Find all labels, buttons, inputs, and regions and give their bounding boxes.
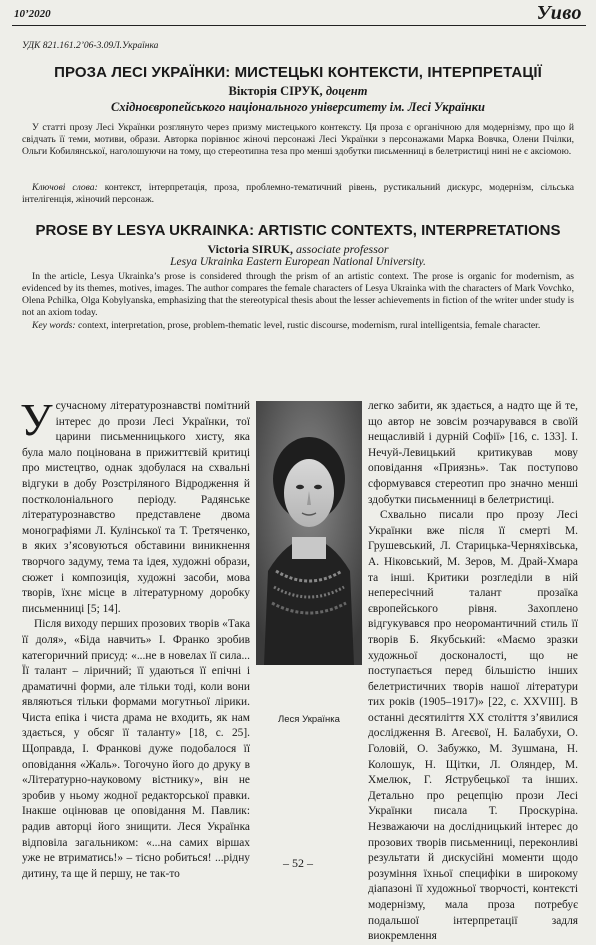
paragraph: Після виходу перших прозових творів «Така її доля», «Біда навчить» І. Франко зробив категоричний присуд: «...не в новелах її сила... Її талант – ліричний; її удаються її епічні і драматичні форми, але тільки тоді, коли вони являються тільки формами могутньої лірики. Чиста епіка і чиста драма не входить, як нам здається, у обсяг її таланту» [18, с. 25]. Щоправда, І. Франкові дуже подобалося її оповідання «Жаль». Тогочуно його до друку в «Літературно-науковому вістнику», він не зробив у ньому жодної редакторської правки. Інакше оцінював це оповідання М. Павлик: радив авторці його знищити. Леся Українка відповіла загальником: «...на самих віршах уже не втриматись!» – тісно робиться! ...рідну дитину, та ще й першу, не так-то xyxy=(22,618,250,880)
title-ukrainian: ПРОЗА ЛЕСІ УКРАЇНКИ: МИСТЕЦЬКІ КОНТЕКСТИ, ІНТЕРПРЕТАЦІЇ xyxy=(54,64,542,81)
paragraph-text: сучасному літературознавстві помітний інтерес до прози Лесі Українки, тої царини письменницького хисту, яка була мало поцінована в прижиттєвій критиці про мистецтво, однак здобулася на схвальні відгуки в добу Розстріляного Відродження й постколоніального періоду. Радянське літературознавство представлене двома монографіями Л. Кулінської та Т. Третяченко, в яких з’ясовуються обставини виникнення творчого задуму, тема та ідея, художні образи, сюжет і композиція, художні засоби, мова творів, їхнє місце в літературному доробку письменниці [5; 14]. xyxy=(22,400,250,615)
body-column-left xyxy=(20,394,250,882)
keywords-label-en: Key words: xyxy=(32,320,76,331)
affiliation-english: Lesya Ukrainka Eastern European National University. xyxy=(170,256,426,268)
photo-caption: Леся Українка xyxy=(278,714,340,725)
paragraph: легко забити, як здається, а надто ще й те, що автор не зовсім розчарувався в своїй нещасливій і дурній Софії» [16, с. 133]. І. Нечуй-Левицький критикував мову оповідання «Приязнь». Так поступово сформувався стереотип про значно менші здобутки письменниці в белетристиці. xyxy=(368,400,578,506)
keywords-ukrainian xyxy=(22,182,574,206)
author-name-en: Victoria SIRUK, xyxy=(207,242,296,256)
paragraph: Схвально писали про прозу Лесі Українки вже після її смерті М. Грушевський, Л. Старицька-Черняхівська, А. Ніковський, М. Зеров, М. Драй-Хмара та інші. Критики розгледіли в ній непересічний талант прозаїка європейського рівня. Захоплено відгукувався про неоромантичний стиль її творів Б. Якубський: «Маємо зразки художньої досконалості, що не поступається перед більшістю інших белетристичних творів нашої літератури тих років (1905–1917)» [22, с. XXVIII]. В останні десятиліття XX століття з’явилися дослідження В. Агеєвої, Н. Балабухи, О. Головій, О. Забужко, М. Зушмана, Н. Колошук, Н. Щітки, Л. Оляндер, М. Хмелюк, Г. Яструбецької та інших. Детально про рецепцію прози Лесі Українки писала Т. Проскуріна. Незважаючи на дослідницький інтерес до прозових творів письменниці, переконливі результати й дискусійні моменти щодо розуміння їхньої специфіки в широкому діапазоні її художньої творчості, контексті модернізму, мала проза потребує подальшої інтерпретації задля виокремлення xyxy=(368,509,578,943)
journal-logo: Уиво xyxy=(536,2,582,24)
keywords-text-ua: контекст, інтерпретація, проза, проблемно-тематичний рівень, рустикальний дискурс, модернізм, сільська інтелігенція, жіночий персонаж. xyxy=(22,182,574,205)
page-number: – 52 – xyxy=(283,856,313,870)
title-english: PROSE BY LESYA UKRAINKA: ARTISTIC CONTEXTS, INTERPRETATIONS xyxy=(35,222,561,239)
udk-code: УДК 821.161.2’06-3.09Л.Українка xyxy=(22,41,159,51)
header-rule xyxy=(12,25,586,26)
drop-cap: У xyxy=(20,394,53,445)
paragraph xyxy=(20,394,250,617)
portrait-image xyxy=(256,401,362,665)
issue-number: 10’2020 xyxy=(14,8,51,20)
abstract-english: In the article, Lesya Ukrainka’s prose is considered through the prism of an artistic context. The prose is organic for modernism, as evidenced by its themes, motives, images. The author compares the female characters of Lesya Ukrainka with the characters of Mark Vovchko, Olena Pchilka, Olga Kobylyanska, emphasizing that the stereotypical thesis about the lesser achievements in fiction of the writer under study is not an axiom today. xyxy=(22,271,574,318)
author-name-ua: Вікторія СІРУК, xyxy=(228,84,326,98)
keywords-label-ua: Ключові слова: xyxy=(32,182,98,193)
keywords-text-en: context, interpretation, prose, problem-thematic level, rustic discourse, modernism, rural intelligentsia, female character. xyxy=(78,320,541,331)
affiliation-ukrainian: Східноєвропейського національного університету ім. Лесі Українки xyxy=(111,100,485,114)
author-ukrainian xyxy=(0,84,596,99)
author-position-ua: доцент xyxy=(325,84,368,98)
author-english xyxy=(0,242,596,257)
author-position-en: associate professor xyxy=(295,242,389,256)
portrait-photo xyxy=(256,401,362,677)
keywords-english xyxy=(22,320,574,332)
abstract-ukrainian: У статті прозу Лесі Українки розглянуто через призму мистецького контексту. Ця проза є органічною для модернізму, про що й свідчать її теми, мотиви, образи. Авторка порівнює жіночі персонажі Лесі Українки з персонажами Марка Вовчка, Олени Пчілки, Ольги Кобилянської, наголошуючи на тому, що стереотипна теза про менші здобутки письменниці в белетристиці нині не є аксіомою. xyxy=(22,122,574,157)
